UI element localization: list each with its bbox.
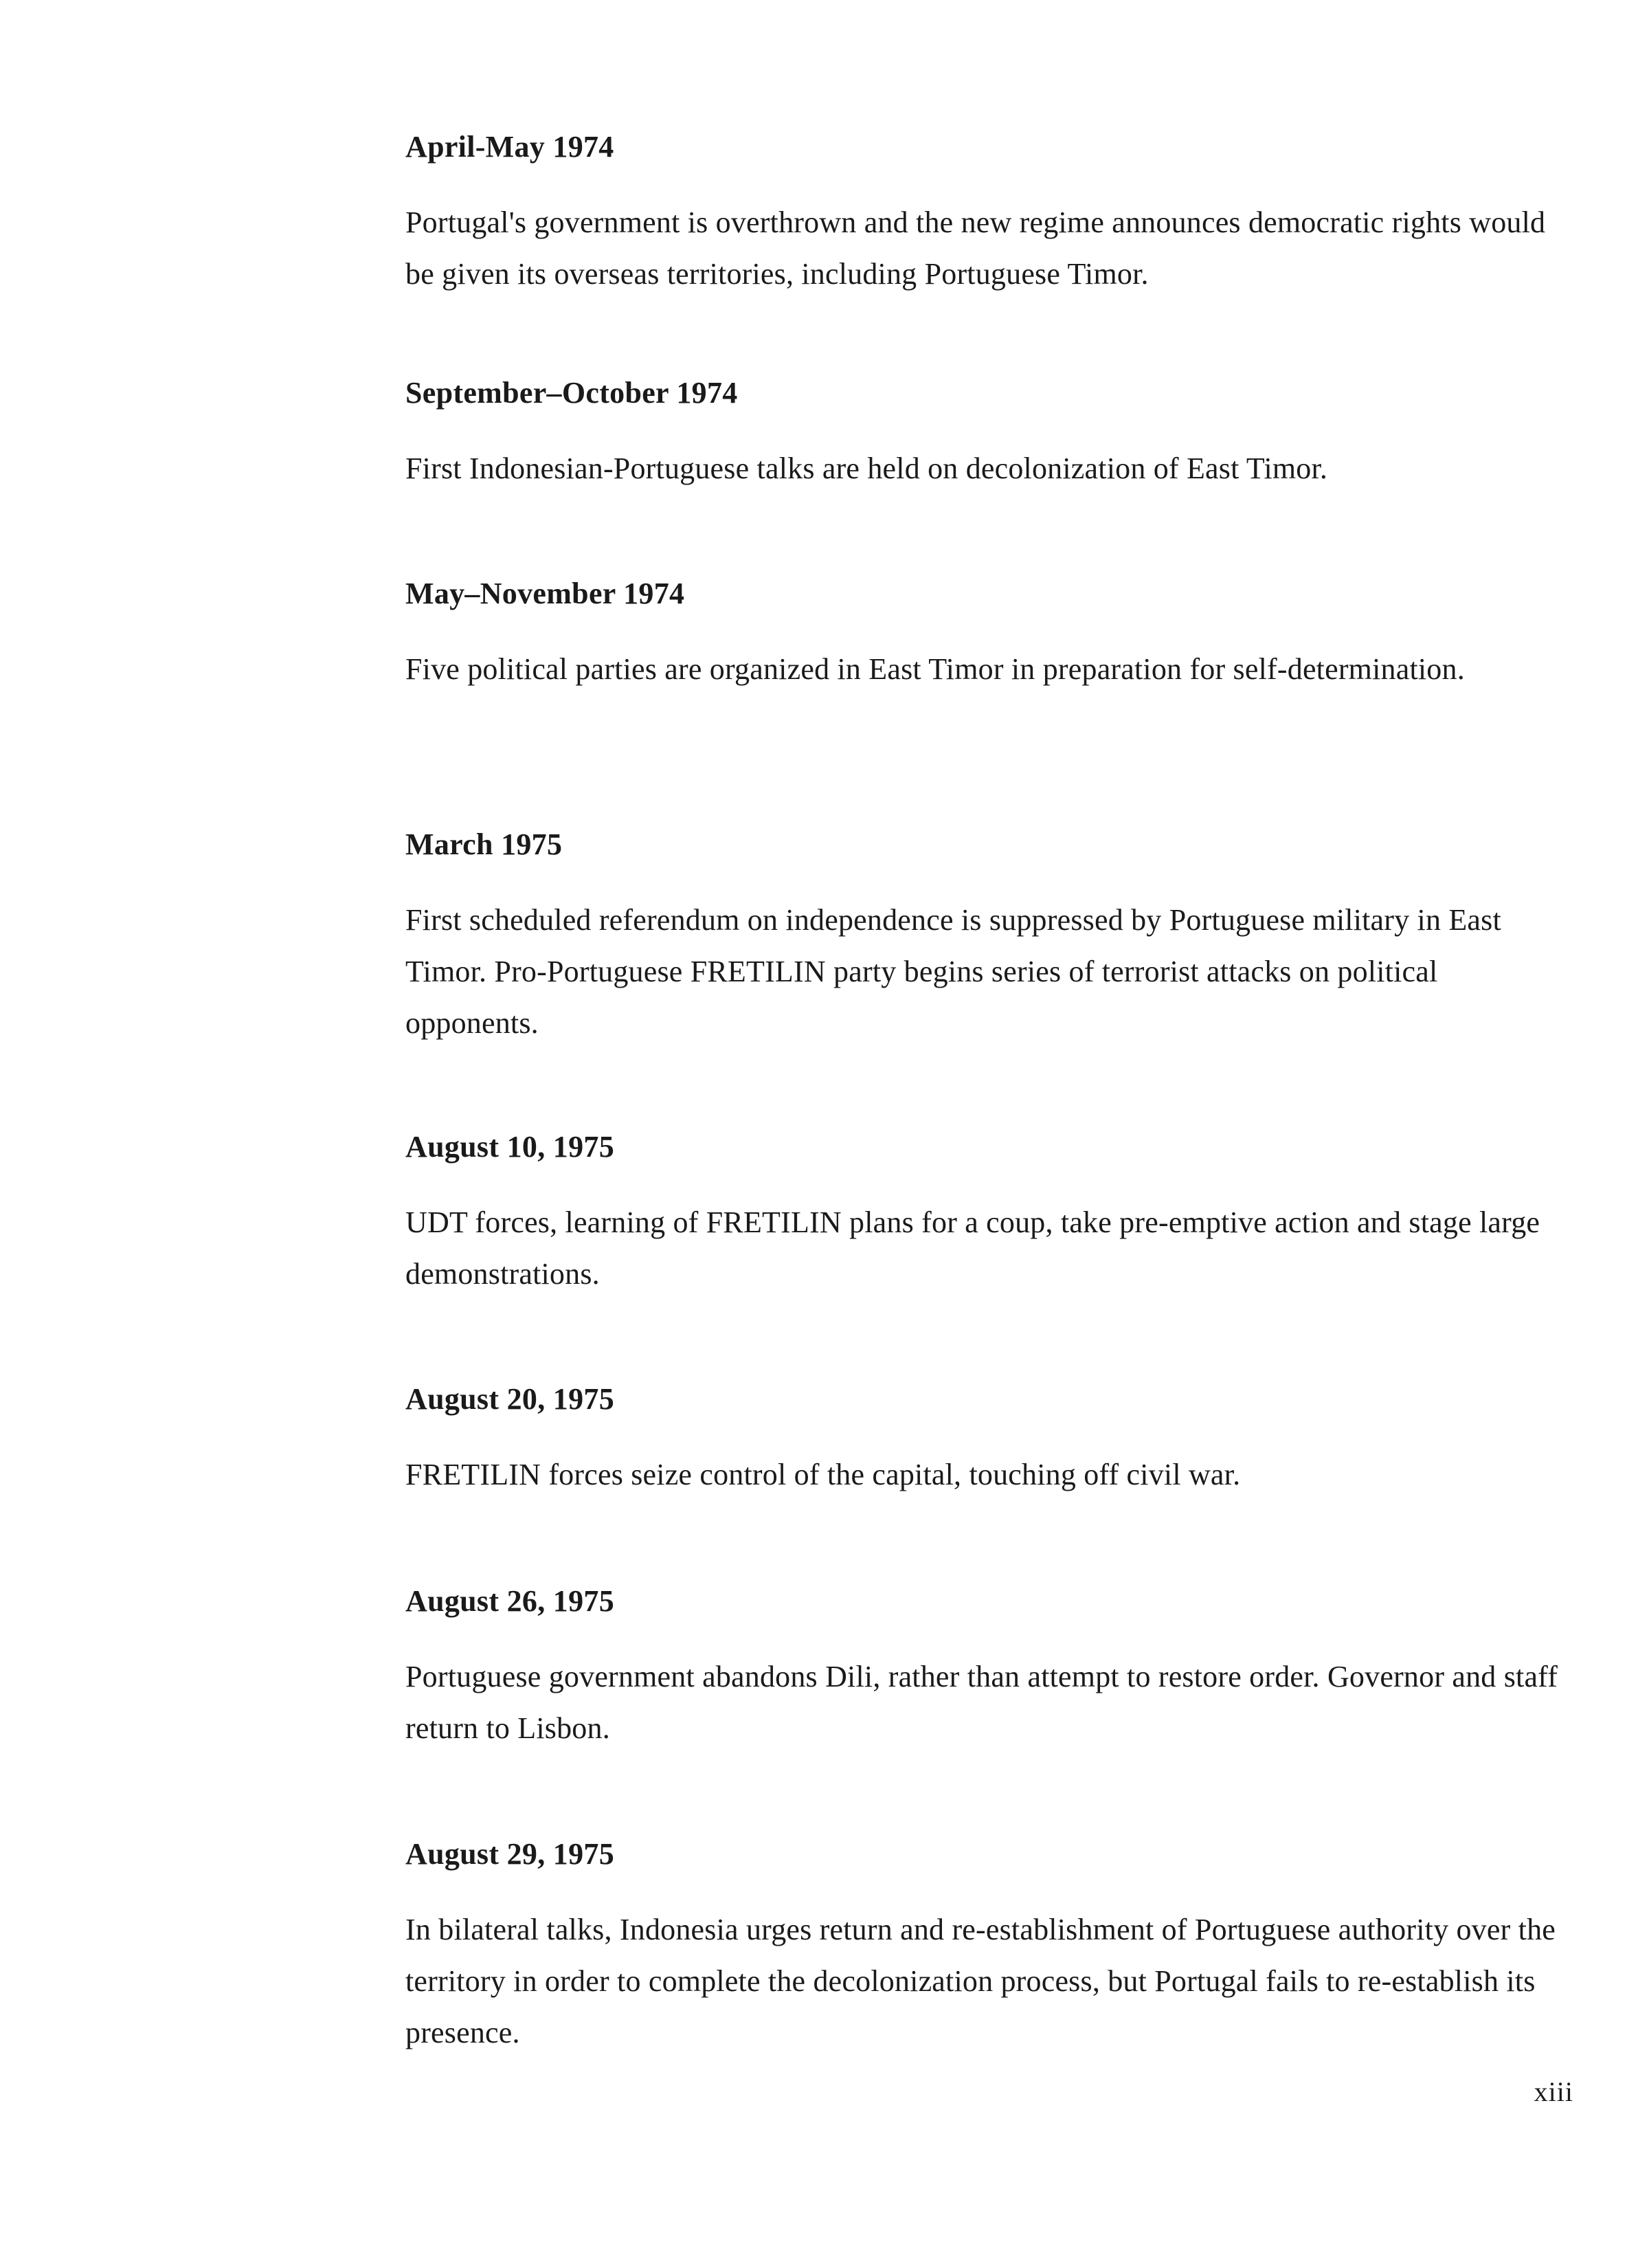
entry-date: August 20, 1975 <box>405 1382 614 1416</box>
entry-date: August 10, 1975 <box>405 1130 614 1164</box>
timeline-entry-august-29-1975 <box>405 1838 1560 2058</box>
timeline-entry-september-october-1974 <box>405 377 1560 494</box>
entry-date: September–October 1974 <box>405 376 738 410</box>
entry-text: Portuguese government abandons Dili, rather than attempt to restore order. Governor and staff return to Lisbon. <box>405 1660 1558 1746</box>
entry-date: May–November 1974 <box>405 577 685 610</box>
entry-text: Portugal's government is overthrown and the new regime announces democratic rights would be given its overseas territories, including Portuguese Timor. <box>405 205 1546 291</box>
entry-text: FRETILIN forces seize control of the capital, touching off civil war. <box>405 1458 1241 1492</box>
entry-text: Five political parties are organized in East Timor in preparation for self-determination. <box>405 652 1465 687</box>
timeline-entry-august-10-1975 <box>405 1131 1560 1300</box>
entry-text: First Indonesian-Portuguese talks are held on decolonization of East Timor. <box>405 452 1328 486</box>
timeline-entry-may-november-1974 <box>405 577 1560 695</box>
entry-date: March 1975 <box>405 827 563 861</box>
entry-text: In bilateral talks, Indonesia urges return and re-establishment of Portuguese authority over the territory in order to complete the decolonization process, but Portugal fails to re-establish its presence. <box>405 1913 1556 2050</box>
entry-text: UDT forces, learning of FRETILIN plans for a coup, take pre-emptive action and stage large demonstrations. <box>405 1205 1540 1291</box>
entry-date: August 29, 1975 <box>405 1837 614 1871</box>
entry-date: August 26, 1975 <box>405 1584 614 1618</box>
entry-text: First scheduled referendum on independence is suppressed by Portuguese military in East Timor. Pro-Portuguese FRETILIN party begins series of terrorist attacks on political opponents. <box>405 903 1501 1041</box>
timeline-entry-march-1975 <box>405 828 1560 1049</box>
page-number: xiii <box>1534 2076 1573 2107</box>
timeline-entry-august-26-1975 <box>405 1585 1560 1754</box>
timeline-entry-august-20-1975 <box>405 1383 1560 1500</box>
timeline-entry-april-may-1974 <box>405 131 1560 300</box>
entry-date: April-May 1974 <box>405 130 614 164</box>
